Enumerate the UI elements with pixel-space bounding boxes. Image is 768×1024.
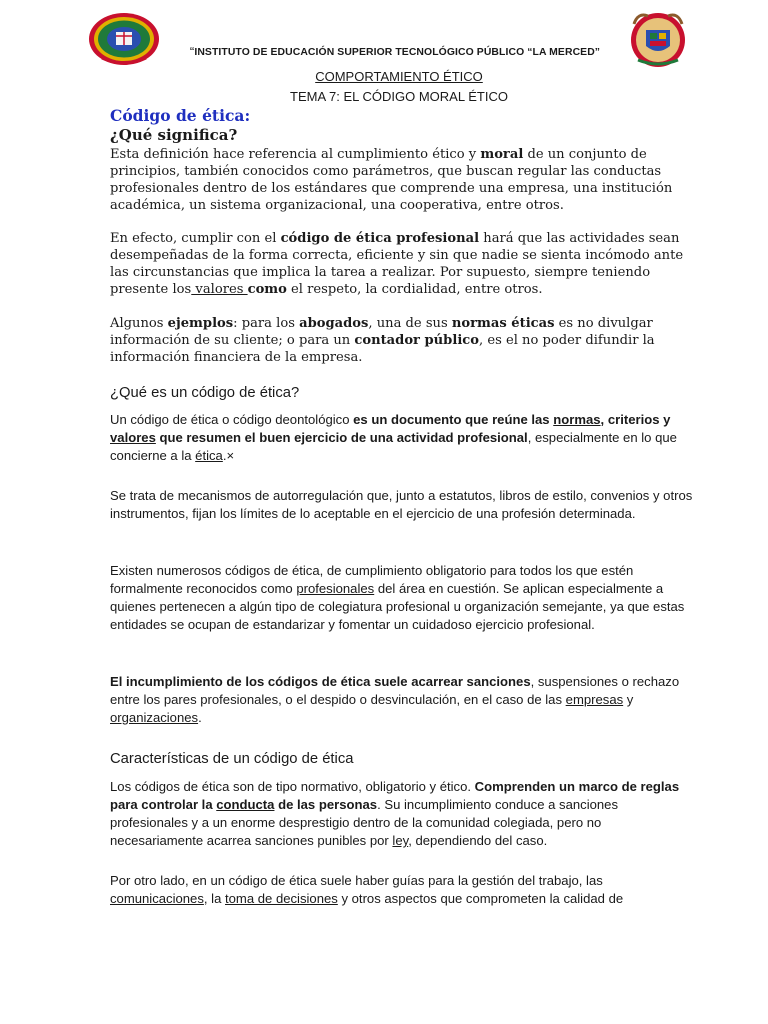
text-run: del área en cuestión. Se aplican especialmente a quienes pertenecen a algún tipo de colegiatura profesional u organización semejante, ya que estas entidades se ocupan de estandarizar y fomentar un cuidadoso ejercicio profesional. [110, 581, 685, 632]
text-run: , suspensiones o rechazo entre los pares profesionales, o el despido o desvinculación, en el caso de las [110, 674, 680, 707]
text-run: contador público [354, 333, 479, 349]
heading-que-es-un-codigo: ¿Qué es un código de ética? [110, 385, 300, 401]
text-run: Existen numerosos códigos de ética, de cumplimiento obligatorio para todos los que estén formalmente reconocidos como [110, 563, 634, 596]
link-etica[interactable]: ética [195, 448, 223, 463]
institution-seal-left [88, 12, 160, 66]
text-run: El incumplimiento de los códigos de ética suele acarrear sanciones [110, 674, 531, 689]
text-run: como [247, 282, 287, 298]
text-run: , la [203, 891, 225, 906]
institution-seal-right [628, 10, 688, 68]
text-run: , especialmente en lo que concierne a la [110, 430, 677, 463]
paragraph-mecanismos: Se trata de mecanismos de autorregulación que, junto a estatutos, libros de estilo, convenios y otros instrumentos, fijan los límites de lo aceptable en el ejercicio de una profesión determinada. [110, 488, 693, 521]
text-run: código de ética profesional [280, 231, 480, 246]
link-normas[interactable]: normas [553, 412, 601, 427]
text-run: es un documento que reúne las [353, 412, 554, 427]
link-comunicaciones[interactable]: comunicaciones [110, 891, 204, 906]
text-run: y otros aspectos que comprometen la calidad de [337, 891, 624, 906]
link-organizaciones[interactable]: organizaciones [110, 710, 199, 725]
text-run: Esta definición hace referencia al cumplimiento ético y [110, 147, 481, 162]
link-valores[interactable]: valores [110, 430, 156, 445]
heading-codigo-de-etica: Código de ética: [110, 106, 251, 125]
link-toma-de-decisiones[interactable]: toma de decisiones [225, 891, 338, 906]
institution-name [180, 44, 610, 59]
text-run: que resumen el buen ejercicio de una actividad profesional [155, 430, 528, 445]
paragraph-por-otro-lado [110, 872, 695, 908]
paragraph-tipo-normativo [110, 778, 695, 850]
text-run: . Su incumplimiento conduce a sanciones profesionales y a un enorme desprestigio dentro de la comunidad colegiada, pero no necesariamente acarrea sanciones punibles por [110, 797, 618, 848]
text-run: , es el no poder difundir la información financiera de la empresa. [110, 333, 655, 366]
link-profesionales[interactable]: profesionales [296, 581, 375, 596]
text-run: normas éticas [451, 316, 555, 331]
text-run: : para los [233, 316, 300, 331]
link-ley[interactable]: ley [392, 833, 409, 848]
text-run: ejemplos [167, 316, 234, 331]
text-run: hará que las actividades sean desempeñadas de la forma correcta, eficiente y sin que nadie se sienta incómodo ante las circunstancias que implica la tarea a realizar. Por supuesto, siempre teniendo presente los [110, 231, 684, 298]
open-quote: “ [189, 44, 195, 59]
text-run: , dependiendo del caso. [408, 833, 548, 848]
text-run: Por otro lado, en un código de ética suele haber guías para la gestión del trabajo, las [110, 873, 603, 888]
text-run: , criterios y [600, 412, 671, 427]
link-conducta[interactable]: conducta [216, 797, 275, 812]
paragraph-ejemplos [110, 315, 685, 366]
text-run: es no divulgar información de su cliente; o para un [110, 316, 653, 349]
text-run: valores [191, 282, 248, 298]
text-run: el respeto, la cordialidad, entre otros. [286, 282, 543, 298]
text-run: En efecto, cumplir con el [110, 231, 281, 246]
text-run: moral [480, 147, 524, 162]
paragraph-un-codigo [110, 411, 695, 465]
paragraph-existen [110, 562, 695, 634]
institution-text: INSTITUTO DE EDUCACIÓN SUPERIOR TECNOLÓGICO PÚBLICO “LA MERCED” [194, 47, 601, 58]
text-run: . [198, 710, 202, 725]
text-run: Los códigos de ética son de tipo normativo, obligatorio y ético. [110, 779, 475, 794]
course-title: COMPORTAMIENTO ÉTICO [315, 69, 483, 84]
text-run: y [623, 692, 634, 707]
text-run: de las personas [274, 797, 378, 812]
text-run: abogados [299, 316, 369, 331]
text-run: Algunos [110, 316, 168, 331]
paragraph-definition [110, 146, 685, 214]
heading-caracteristicas: Características de un código de ética [110, 751, 354, 767]
text-run: , una de sus [368, 316, 452, 331]
paragraph-en-efecto [110, 230, 685, 298]
text-run: Un código de ética o código deontológico [110, 412, 354, 427]
topic-title: TEMA 7: EL CÓDIGO MORAL ÉTICO [290, 89, 508, 104]
paragraph-incumplimiento [110, 673, 695, 727]
text-run: .× [222, 448, 235, 463]
text-run: Comprenden un marco de reglas para controlar la [110, 779, 680, 812]
text-run: de un conjunto de principios, también conocidos como parámetros, que buscan regular las conductas profesionales dentro de los estándares que comprende una empresa, una institución académica, un sistema organizacional, una cooperativa, entre otros. [110, 147, 673, 214]
link-empresas[interactable]: empresas [565, 692, 624, 707]
heading-que-significa: ¿Qué significa? [110, 126, 238, 144]
